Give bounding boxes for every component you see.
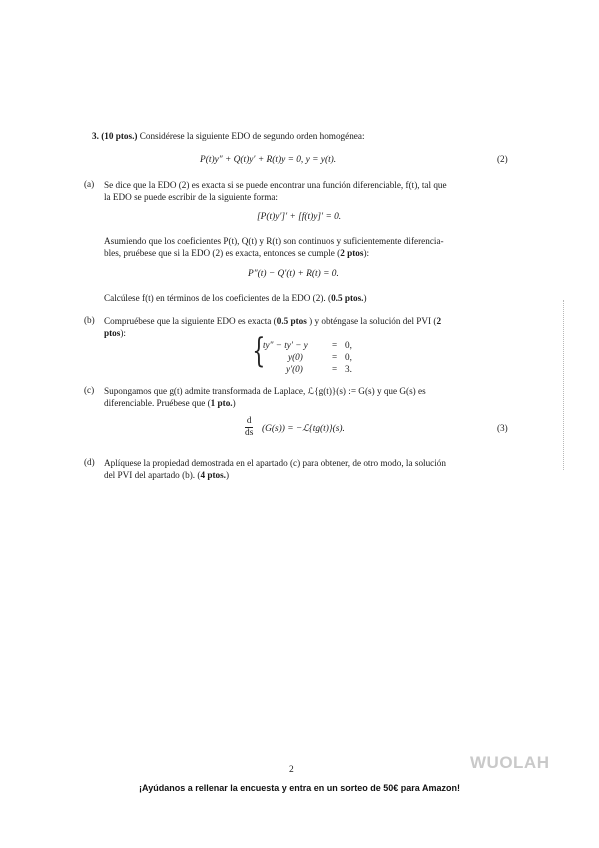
equation-3-tag: (3)	[497, 423, 508, 433]
system-row-3-lhs: y′(0)	[286, 364, 303, 374]
derivative-numerator: d	[246, 416, 252, 426]
part-a-label: (a)	[84, 179, 95, 189]
part-a-text2-pre: bles, pruébese que si la EDO (2) es exacta, entonces se cumple (	[104, 248, 341, 258]
part-c-label: (c)	[84, 385, 95, 395]
derivative-denominator: ds	[245, 428, 254, 438]
part-d-label: (d)	[84, 457, 95, 467]
system-row-2-eq: =	[332, 352, 338, 362]
part-a-text1-line2: la EDO se puede escribir de la siguiente forma:	[104, 192, 278, 202]
problem-number: 3	[92, 131, 97, 141]
side-dotted-line	[563, 300, 568, 470]
part-b-line1	[104, 315, 441, 328]
part-d-line2-post: )	[225, 470, 230, 480]
system-row-1	[263, 340, 308, 350]
part-a-text2-line1: Asumiendo que los coeficientes P(t), Q(t) y R(t) son continuos y suficientemente diferencia-	[104, 236, 444, 246]
part-b-label: (b)	[84, 315, 95, 325]
part-d-line2-pre: del PVI del apartado (b). (	[104, 470, 201, 480]
part-b-line2-post: ):	[120, 328, 126, 338]
part-d-line2	[104, 469, 229, 482]
part-b-points-2: 2	[436, 316, 442, 326]
system-brace: {	[252, 331, 266, 371]
part-b-points-1: 0.5 ptos	[276, 316, 307, 326]
derivative-fraction	[245, 416, 253, 439]
system-row-2-rhs: 0,	[345, 352, 352, 362]
equation-2: P(t)y″ + Q(t)y′ + R(t)y = 0, y = y(t).	[200, 155, 337, 165]
part-a-text3-post: )	[363, 293, 367, 303]
part-a-points: 2 ptos	[340, 248, 364, 258]
part-c-points: 1 pto.	[210, 398, 233, 408]
part-a-text2-line2	[104, 247, 369, 260]
equation-exactness-condition: P″(t) − Q′(t) + R(t) = 0.	[248, 269, 339, 279]
problem-points: (10 ptos.)	[101, 131, 138, 141]
system-row-1-rhs: 0,	[345, 340, 352, 350]
part-a-text1-line1: Se dice que la EDO (2) es exacta si se puede encontrar una función diferenciable, f(t), tal que	[104, 180, 447, 190]
equation-exact-form: [P(t)y′]′ + [f(t)y]′ = 0.	[257, 212, 342, 222]
part-c-line2	[104, 397, 236, 410]
system-row-1-eq: =	[332, 340, 338, 350]
wuolah-watermark: WUOLAH	[470, 753, 550, 772]
system-row-3-eq: =	[332, 364, 338, 374]
part-a-text2-post: ):	[363, 248, 370, 258]
part-b-line1-mid: ) y obténgase la solución del PVI (	[306, 316, 437, 326]
part-c-line1: Supongamos que g(t) admite transformada de Laplace, ℒ{g(t)}(s) := G(s) y que G(s) es	[104, 386, 426, 396]
system-row-1-lhs: ty″ − ty′ − y	[263, 340, 308, 350]
part-b-line1-pre: Compruébese que la siguiente EDO es exacta (	[104, 316, 277, 326]
system-row-2-lhs: y(0)	[288, 352, 303, 362]
part-c-line2-pre: diferenciable. Pruébese que (	[104, 398, 211, 408]
part-c-line2-post: )	[232, 398, 236, 408]
equation-2-tag: (2)	[497, 154, 508, 164]
part-b-points-2-unit: ptos	[104, 328, 121, 338]
part-a-text3	[104, 292, 367, 305]
problem-intro: Considérese la siguiente EDO de segundo orden homogénea:	[139, 131, 365, 141]
part-a-text3-points: 0.5 ptos.	[331, 293, 364, 303]
page-number: 2	[289, 765, 294, 775]
part-a-text3-pre: Calcúlese f(t) en términos de los coeficientes de la EDO (2). (	[104, 293, 332, 303]
part-d-points: 4 ptos.	[200, 470, 226, 480]
part-d-line1: Aplíquese la propiedad demostrada en el apartado (c) para obtener, de otro modo, la solución	[104, 458, 446, 468]
part-b-line2	[104, 327, 126, 340]
problem-header: 3. (10 ptos.) Considérese la siguiente EDO de segundo orden homogénea:	[92, 131, 365, 141]
equation-3-rest: (G(s)) = −ℒ{tg(t)}(s).	[262, 424, 345, 434]
survey-footer-banner[interactable]: ¡Ayúdanos a rellenar la encuesta y entra en un sorteo de 50€ para Amazon!	[139, 783, 460, 793]
system-row-3-rhs: 3.	[345, 364, 352, 374]
